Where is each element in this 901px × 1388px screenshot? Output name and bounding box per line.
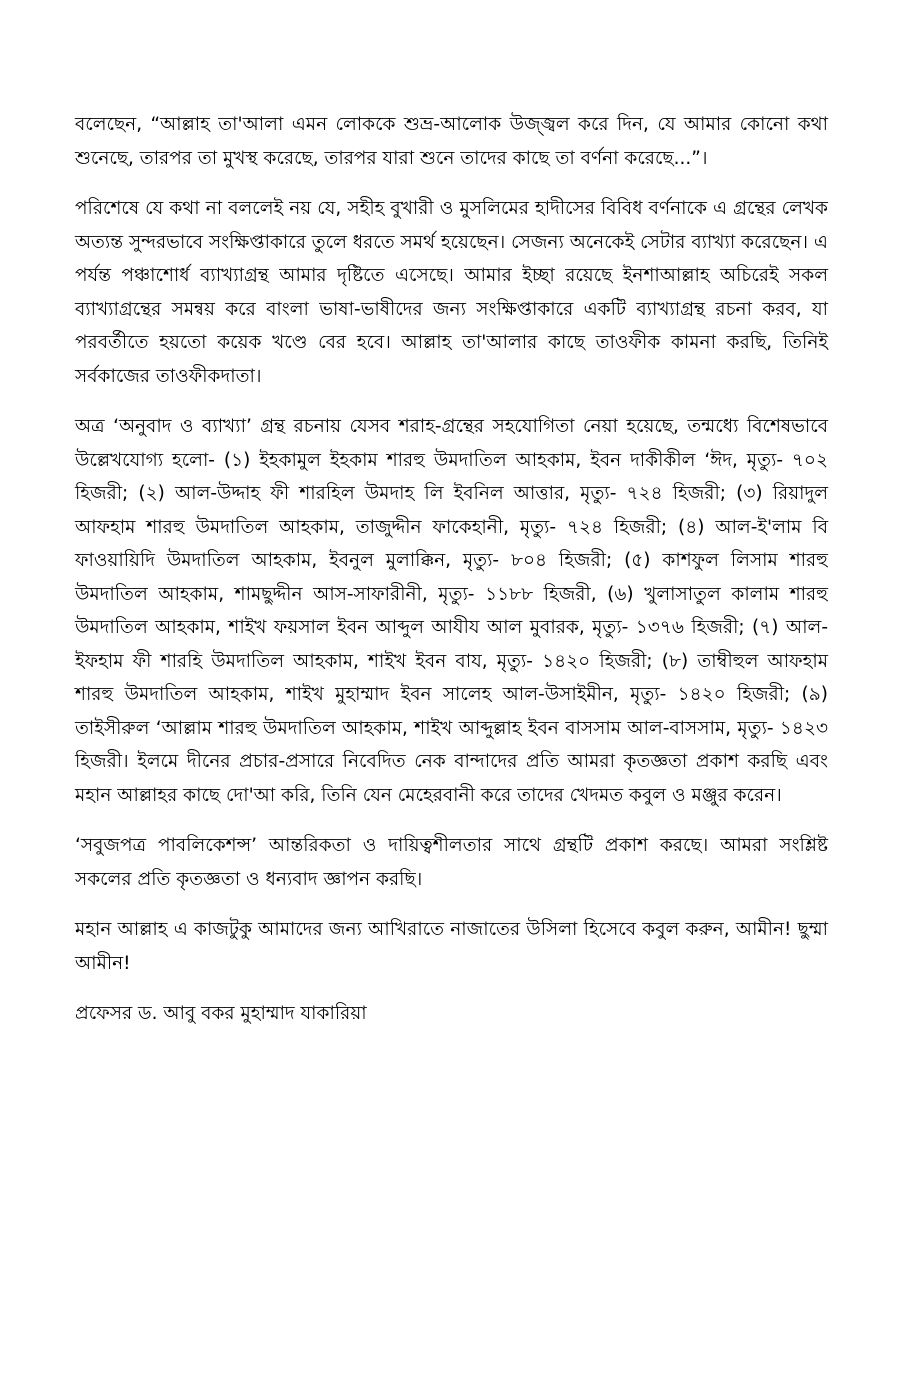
author-signature: প্রফেসর ড. আবু বকর মুহাম্মাদ যাকারিয়া — [75, 1003, 367, 1024]
paragraph-publisher-thanks: ‘সবুজপত্র পাবলিকেশন্স’ আন্তরিকতা ও দায়িত্বশীলতার সাথে গ্রন্থটি প্রকাশ করছে। আমরা সংশ্লিষ্ট সকলের প্রতি কৃতজ্ঞতা ও ধন্যবাদ জ্ঞাপন করছি। — [75, 835, 828, 890]
paragraph-book-summary: পরিশেষে যে কথা না বললেই নয় যে, সহীহ বুখারী ও মুসলিমের হাদীসের বিবিধ বর্ণনাকে এ গ্রন্থের লেখক অত্যন্ত সুন্দরভাবে সংক্ষিপ্তাকারে তুলে ধরতে সমর্থ হয়েছেন। সেজন্য অনেকেই সেটার ব্যাখ্যা করেছেন। এ পর্যন্ত পঞ্চাশোর্ধ ব্যাখ্যাগ্রন্থ আমার দৃষ্টিতে এসেছে। আমার ইচ্ছা রয়েছে ইনশাআল্লাহ অচিরেই সকল ব্যাখ্যাগ্রন্থের সমন্বয় করে বাংলা ভাষা-ভাষীদের জন্য সংক্ষিপ্তাকারে একটি ব্যাখ্যাগ্রন্থ রচনা করব, যা পরবর্তীতে হয়তো কয়েক খণ্ডে বের হবে। আল্লাহ তা'আলার কাছে তাওফীক কামনা করছি, তিনিই সর্বকাজের তাওফীকদাতা। — [75, 198, 828, 387]
paragraph-closing-prayer: মহান আল্লাহ এ কাজটুকু আমাদের জন্য আখিরাতে নাজাতের উসিলা হিসেবে কবুল করুন, আমীন! ছুম্মা আমীন! — [75, 919, 828, 974]
document-page — [75, 108, 828, 1031]
paragraph-commentary-sources: অত্র ‘অনুবাদ ও ব্যাখ্যা’ গ্রন্থ রচনায় যেসব শরাহ-গ্রন্থের সহযোগিতা নেয়া হয়েছে, তন্মধ্যে বিশেষভাবে উল্লেখযোগ্য হলো- (১) ইহকামুল ইহকাম শারহু উমদাতিল আহকাম, ইবন দাকীকীল ‘ঈদ, মৃত্যু- ৭০২ হিজরী; (২) আল-উদ্দাহ ফী শারহিল উমদাহ লি ইবনিল আত্তার, মৃত্যু- ৭২৪ হিজরী; (৩) রিয়াদুল আফহাম শারহু উমদাতিল আহকাম, তাজুদ্দীন ফাকেহানী, মৃত্যু- ৭২৪ হিজরী; (৪) আল-ই'লাম বি ফাওয়ায়িদি উমদাতিল আহকাম, ইবনুল মুলাক্কিন, মৃত্যু- ৮০৪ হিজরী; (৫) কাশফুল লিসাম শারহু উমদাতিল আহকাম, শামছুদ্দীন আস-সাফারীনী, মৃত্যু- ১১৮৮ হিজরী, (৬) খুলাসাতুল কালাম শারহু উমদাতিল আহকাম, শাইখ ফয়সাল ইবন আব্দুল আযীয আল মুবারক, মৃত্যু- ১৩৭৬ হিজরী; (৭) আল-ইফহাম ফী শারহি উমদাতিল আহকাম, শাইখ ইবন বায, মৃত্যু- ১৪২০ হিজরী; (৮) তাম্বীহুল আফহাম শারহু উমদাতিল আহকাম, শাইখ মুহাম্মাদ ইবন সালেহ আল-উসাইমীন, মৃত্যু- ১৪২০ হিজরী; (৯) তাইসীরুল ‘আল্লাম শারহু উমদাতিল আহকাম, শাইখ আব্দুল্লাহ ইবন বাসসাম আল-বাসসাম, মৃত্যু- ১৪২৩ হিজরী। ইলমে দীনের প্রচার-প্রসারে নিবেদিত নেক বান্দাদের প্রতি আমরা কৃতজ্ঞতা প্রকাশ করছি এবং মহান আল্লাহর কাছে দো'আ করি, তিনি যেন মেহেরবানী করে তাদের খেদমত কবুল ও মঞ্জুর করেন। — [75, 416, 828, 806]
paragraph-hadith-quote: বলেছেন, “আল্লাহ তা'আলা এমন লোককে শুভ্র-আলোক উজ্জ্বল করে দিন, যে আমার কোনো কথা শুনেছে, তারপর তা মুখস্থ করেছে, তারপর যারা শুনে তাদের কাছে তা বর্ণনা করেছে...”। — [75, 114, 828, 169]
